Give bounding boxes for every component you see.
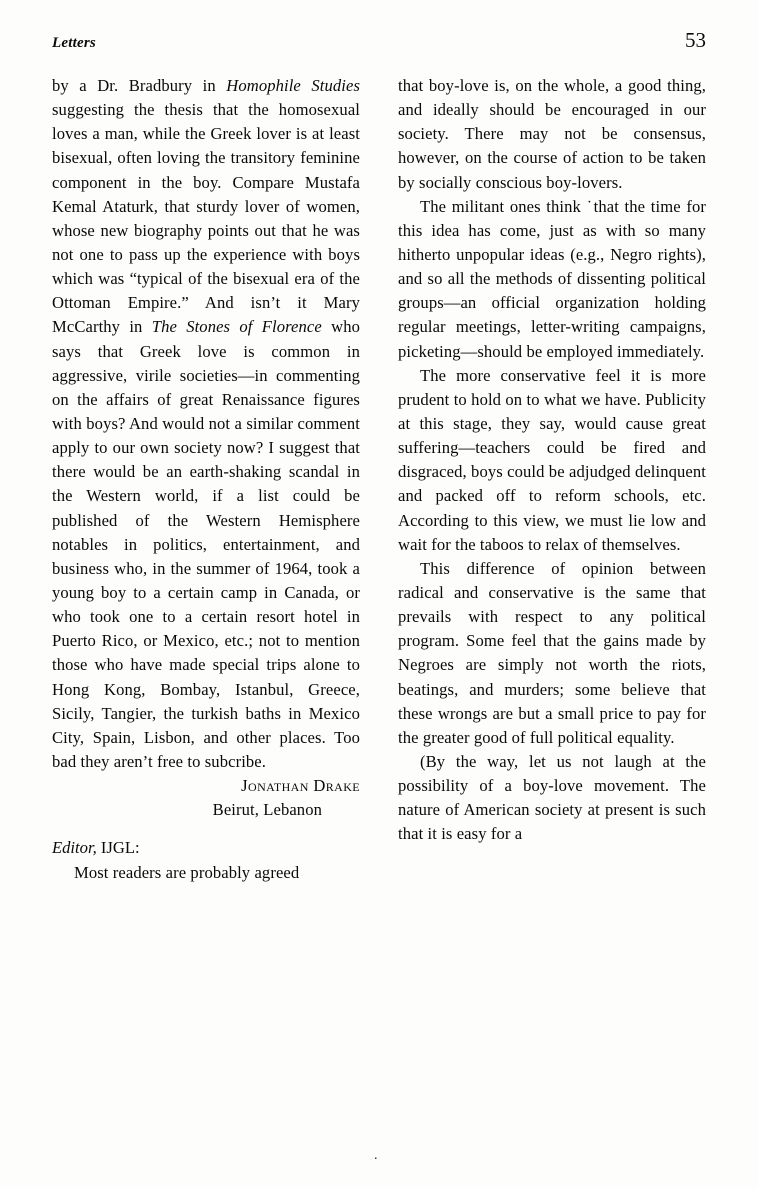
editor-label: Editor, bbox=[52, 838, 97, 858]
editor-address-line bbox=[52, 836, 360, 860]
signature-place: Beirut, Lebanon bbox=[212, 800, 322, 820]
page-number: 53 bbox=[685, 28, 706, 52]
paragraph-left-1 bbox=[52, 74, 360, 774]
par-left-1-part-3: suggesting the thesis that the homosexual loves a man, while the Greek lover is at least bisexual, often loving the transitory feminine component in the boy. Compare Mustafa Kemal Ataturk, that sturdy lover of women, whose new biography points out that he was not one to pass up the experience with boys which was “typical of the bisexual era of the Ottoman Empire.” And isn’t it Mary McCarthy in bbox=[52, 100, 360, 337]
running-title: Letters bbox=[52, 35, 96, 51]
paragraph-right-4: This difference of opinion between radical and conservative is the same that prevails with respect to any political program. Some feel that the gains made by Negroes are simply not worth the riots, beatings, and murders; some believe that these wrongs are but a small price to pay for the greater good of full political equality. bbox=[398, 558, 706, 747]
par-left-1-part-1: by a Dr. Bradbury in bbox=[52, 76, 227, 95]
paragraph-right-5: (By the way, let us not laugh at the possibility of a boy-love movement. The nature of American society at present is such that it is easy for a bbox=[398, 751, 706, 844]
paragraph-right-3: The more conservative feel it is more prudent to hold on to what we have. Publicity at this stage, they say, would cause great suffering—teachers could be fired and disgraced, boys could be adjudged delinquent and packed off to reform schools, etc. According to this view, we must lie low and wait for the taboos to relax of themselves. bbox=[398, 365, 706, 554]
signature-name: Jonathan Drake bbox=[241, 776, 360, 796]
footer-mark: . bbox=[374, 1148, 378, 1163]
paragraph-right-1: that boy-love is, on the whole, a good thing, and ideally should be encouraged in our society. There may not be consensus, however, on the course of action to be taken by socially conscious boy-lovers. bbox=[398, 76, 706, 192]
title-stones-of-florence: The Stones of Florence bbox=[151, 317, 322, 337]
paragraph-left-2: Most readers are probably agreed bbox=[74, 862, 300, 882]
text-columns bbox=[52, 74, 706, 1134]
page-header bbox=[52, 28, 706, 53]
title-homophile-studies: Homophile Studies bbox=[226, 76, 360, 95]
par-left-1-part-5: who says that Greek love is common in aggressive, virile societies—in commenting on the affairs of great Renaissance figures with boys? And would not a similar comment apply to our own society now? I suggest that there would be an earth-shaking scandal in the Western world, if a list could be published of the Western Hemisphere notables in politics, entertainment, and business who, in the summer of 1964, took a young boy to a certain camp in Canada, or who took one to a certain resort hotel in Puerto Rico, or Mexico, etc.; not to mention those who have made special trips alone to Hong Kong, Bombay, Istanbul, Greece, Sicily, Tangier, the turkish baths in Mexico City, Spain, Lisbon, and other places. Too bad they aren’t free to subcribe. bbox=[52, 317, 360, 771]
paragraph-right-2: The militant ones think ˙that the time for this idea has come, just as with so many hitherto unpopular ideas (e.g., Negro rights), and so all the methods of dissenting political groups—an official organization holding regular meetings, letter-writing campaigns, picketing—should be employed immediately. bbox=[398, 196, 706, 361]
editor-journal: IJGL: bbox=[96, 838, 140, 858]
right-column bbox=[398, 74, 706, 1134]
left-column bbox=[52, 74, 360, 1134]
